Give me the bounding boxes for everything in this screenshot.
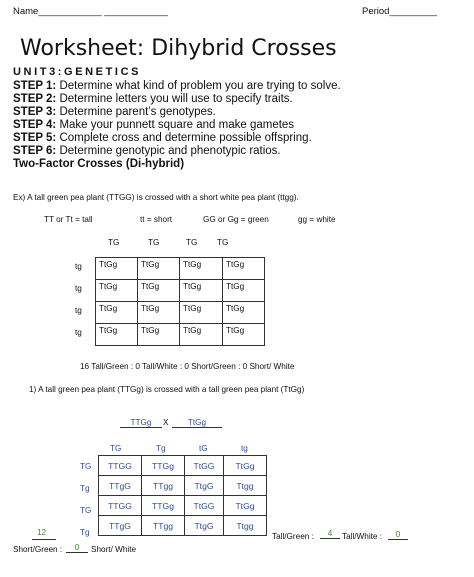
tall-white-label: Tall/White : — [342, 532, 383, 541]
q1-row-gamete: TG — [80, 506, 92, 515]
table-row — [99, 496, 267, 516]
punnett-cell: TtGg — [224, 496, 267, 516]
step-5: STEP 5: Complete cross and determine possible offspring. — [13, 132, 312, 144]
parent2-blank — [172, 418, 222, 428]
punnett-cell: TtGG — [185, 496, 224, 516]
parent1-genotype: TTGg — [120, 418, 162, 428]
tall-white-answer: 0 — [388, 530, 408, 540]
example-col-gamete: TG — [186, 238, 198, 247]
punnett-cell: TtGg — [180, 280, 223, 302]
step-1: STEP 1: Determine what kind of problem you are trying to solve. — [13, 80, 341, 92]
punnett-cell: TtGg — [138, 258, 180, 280]
punnett-cell: TTGg — [142, 496, 185, 516]
punnett-cell: TtGg — [138, 302, 180, 324]
table-row — [99, 476, 267, 496]
example-ratio: 16 Tall/Green : 0 Tall/White : 0 Short/Green : 0 Short/ White — [80, 362, 295, 371]
punnett-cell: TtGg — [96, 302, 138, 324]
punnett-cell: TTgG — [99, 476, 142, 496]
q1-row-gamete: Tg — [80, 484, 90, 493]
tall-green-answer: 4 — [320, 529, 340, 539]
punnett-cell: TtGg — [224, 456, 267, 476]
punnett-cell: TTgG — [99, 516, 142, 536]
punnett-cell: TTGG — [99, 456, 142, 476]
q1-row-gamete: Tg — [80, 528, 90, 537]
tall-green-label: Tall/Green : — [272, 532, 314, 541]
page-title: Worksheet: Dihybrid Crosses — [20, 36, 337, 61]
punnett-cell: TtGg — [180, 302, 223, 324]
table-row — [96, 258, 265, 280]
punnett-cell: TtgG — [185, 476, 224, 496]
q1-col-gamete: TG — [110, 444, 122, 453]
punnett-cell: TtGg — [96, 324, 138, 346]
name-field-label: Name____________ ____________ — [13, 6, 168, 17]
q1-col-gamete: tg — [241, 444, 248, 453]
punnett-cell: TtGg — [96, 258, 138, 280]
table-row — [96, 280, 265, 302]
punnett-cell: TtGg — [223, 302, 265, 324]
table-row — [96, 302, 265, 324]
punnett-cell: TtGg — [138, 324, 180, 346]
punnett-cell: TtGg — [223, 324, 265, 346]
q1-row-gamete: TG — [80, 462, 92, 471]
punnett-cell: TtGg — [180, 258, 223, 280]
key-green: GG or Gg = green — [203, 215, 269, 224]
example-prompt: Ex) A tall green pea plant (TTGG) is crossed with a short white pea plant (ttgg). — [13, 193, 299, 202]
example-col-gamete: TG — [108, 238, 120, 247]
punnett-cell: TTGG — [99, 496, 142, 516]
q1-prompt: 1) A tall green pea plant (TTGg) is crossed with a tall green pea plant (TtGg) — [29, 385, 305, 394]
cross-symbol: X — [163, 418, 169, 427]
punnett-cell: Ttgg — [224, 476, 267, 496]
section-subtitle: Two-Factor Crosses (Di-hybrid) — [13, 158, 185, 170]
table-row — [96, 324, 265, 346]
answer-blank-line — [32, 539, 56, 540]
table-row — [99, 516, 267, 536]
step-6: STEP 6: Determine genotypic and phenotypic ratios. — [13, 145, 281, 157]
short-green-answer: 0 — [66, 543, 88, 553]
punnett-cell: TtGG — [185, 456, 224, 476]
example-row-gamete: tg — [75, 262, 82, 271]
example-row-gamete: tg — [75, 328, 82, 337]
punnett-cell: TtGg — [138, 280, 180, 302]
punnett-cell: TTgg — [142, 476, 185, 496]
table-row — [99, 456, 267, 476]
unit-heading: UNIT3:GENETICS — [13, 66, 142, 78]
key-short: tt = short — [140, 215, 173, 224]
punnett-cell: TtgG — [185, 516, 224, 536]
punnett-cell: TtGg — [223, 258, 265, 280]
step-4: STEP 4: Make your punnett square and make gametes — [13, 119, 295, 131]
step-3: STEP 3: Determine parent’s genotypes. — [13, 106, 216, 118]
period-field-label: Period_________ — [362, 6, 438, 17]
short-green-label: Short/Green : — [13, 545, 63, 554]
punnett-cell: TtGg — [180, 324, 223, 346]
punnett-cell: Ttgg — [224, 516, 267, 536]
parent1-blank — [120, 418, 162, 428]
key-white: gg = white — [298, 215, 336, 224]
q1-punnett-square — [98, 455, 267, 536]
example-col-gamete: TG — [217, 238, 229, 247]
example-row-gamete: tg — [75, 306, 82, 315]
step-2: STEP 2: Determine letters you will use to specify traits. — [13, 93, 293, 105]
example-col-gamete: TG — [148, 238, 160, 247]
punnett-cell: TtGg — [223, 280, 265, 302]
punnett-cell: TTgg — [142, 516, 185, 536]
parent2-genotype: TtGg — [172, 418, 222, 428]
q1-col-gamete: tG — [199, 444, 208, 453]
example-row-gamete: tg — [75, 284, 82, 293]
punnett-cell: TtGg — [96, 280, 138, 302]
short-white-label: Short/ White — [91, 545, 137, 554]
answer-left-count: 12 — [37, 528, 47, 537]
example-punnett-square — [95, 257, 265, 346]
key-tall: TT or Tt = tall — [44, 215, 93, 224]
q1-col-gamete: Tg — [156, 444, 166, 453]
punnett-cell: TTGg — [142, 456, 185, 476]
